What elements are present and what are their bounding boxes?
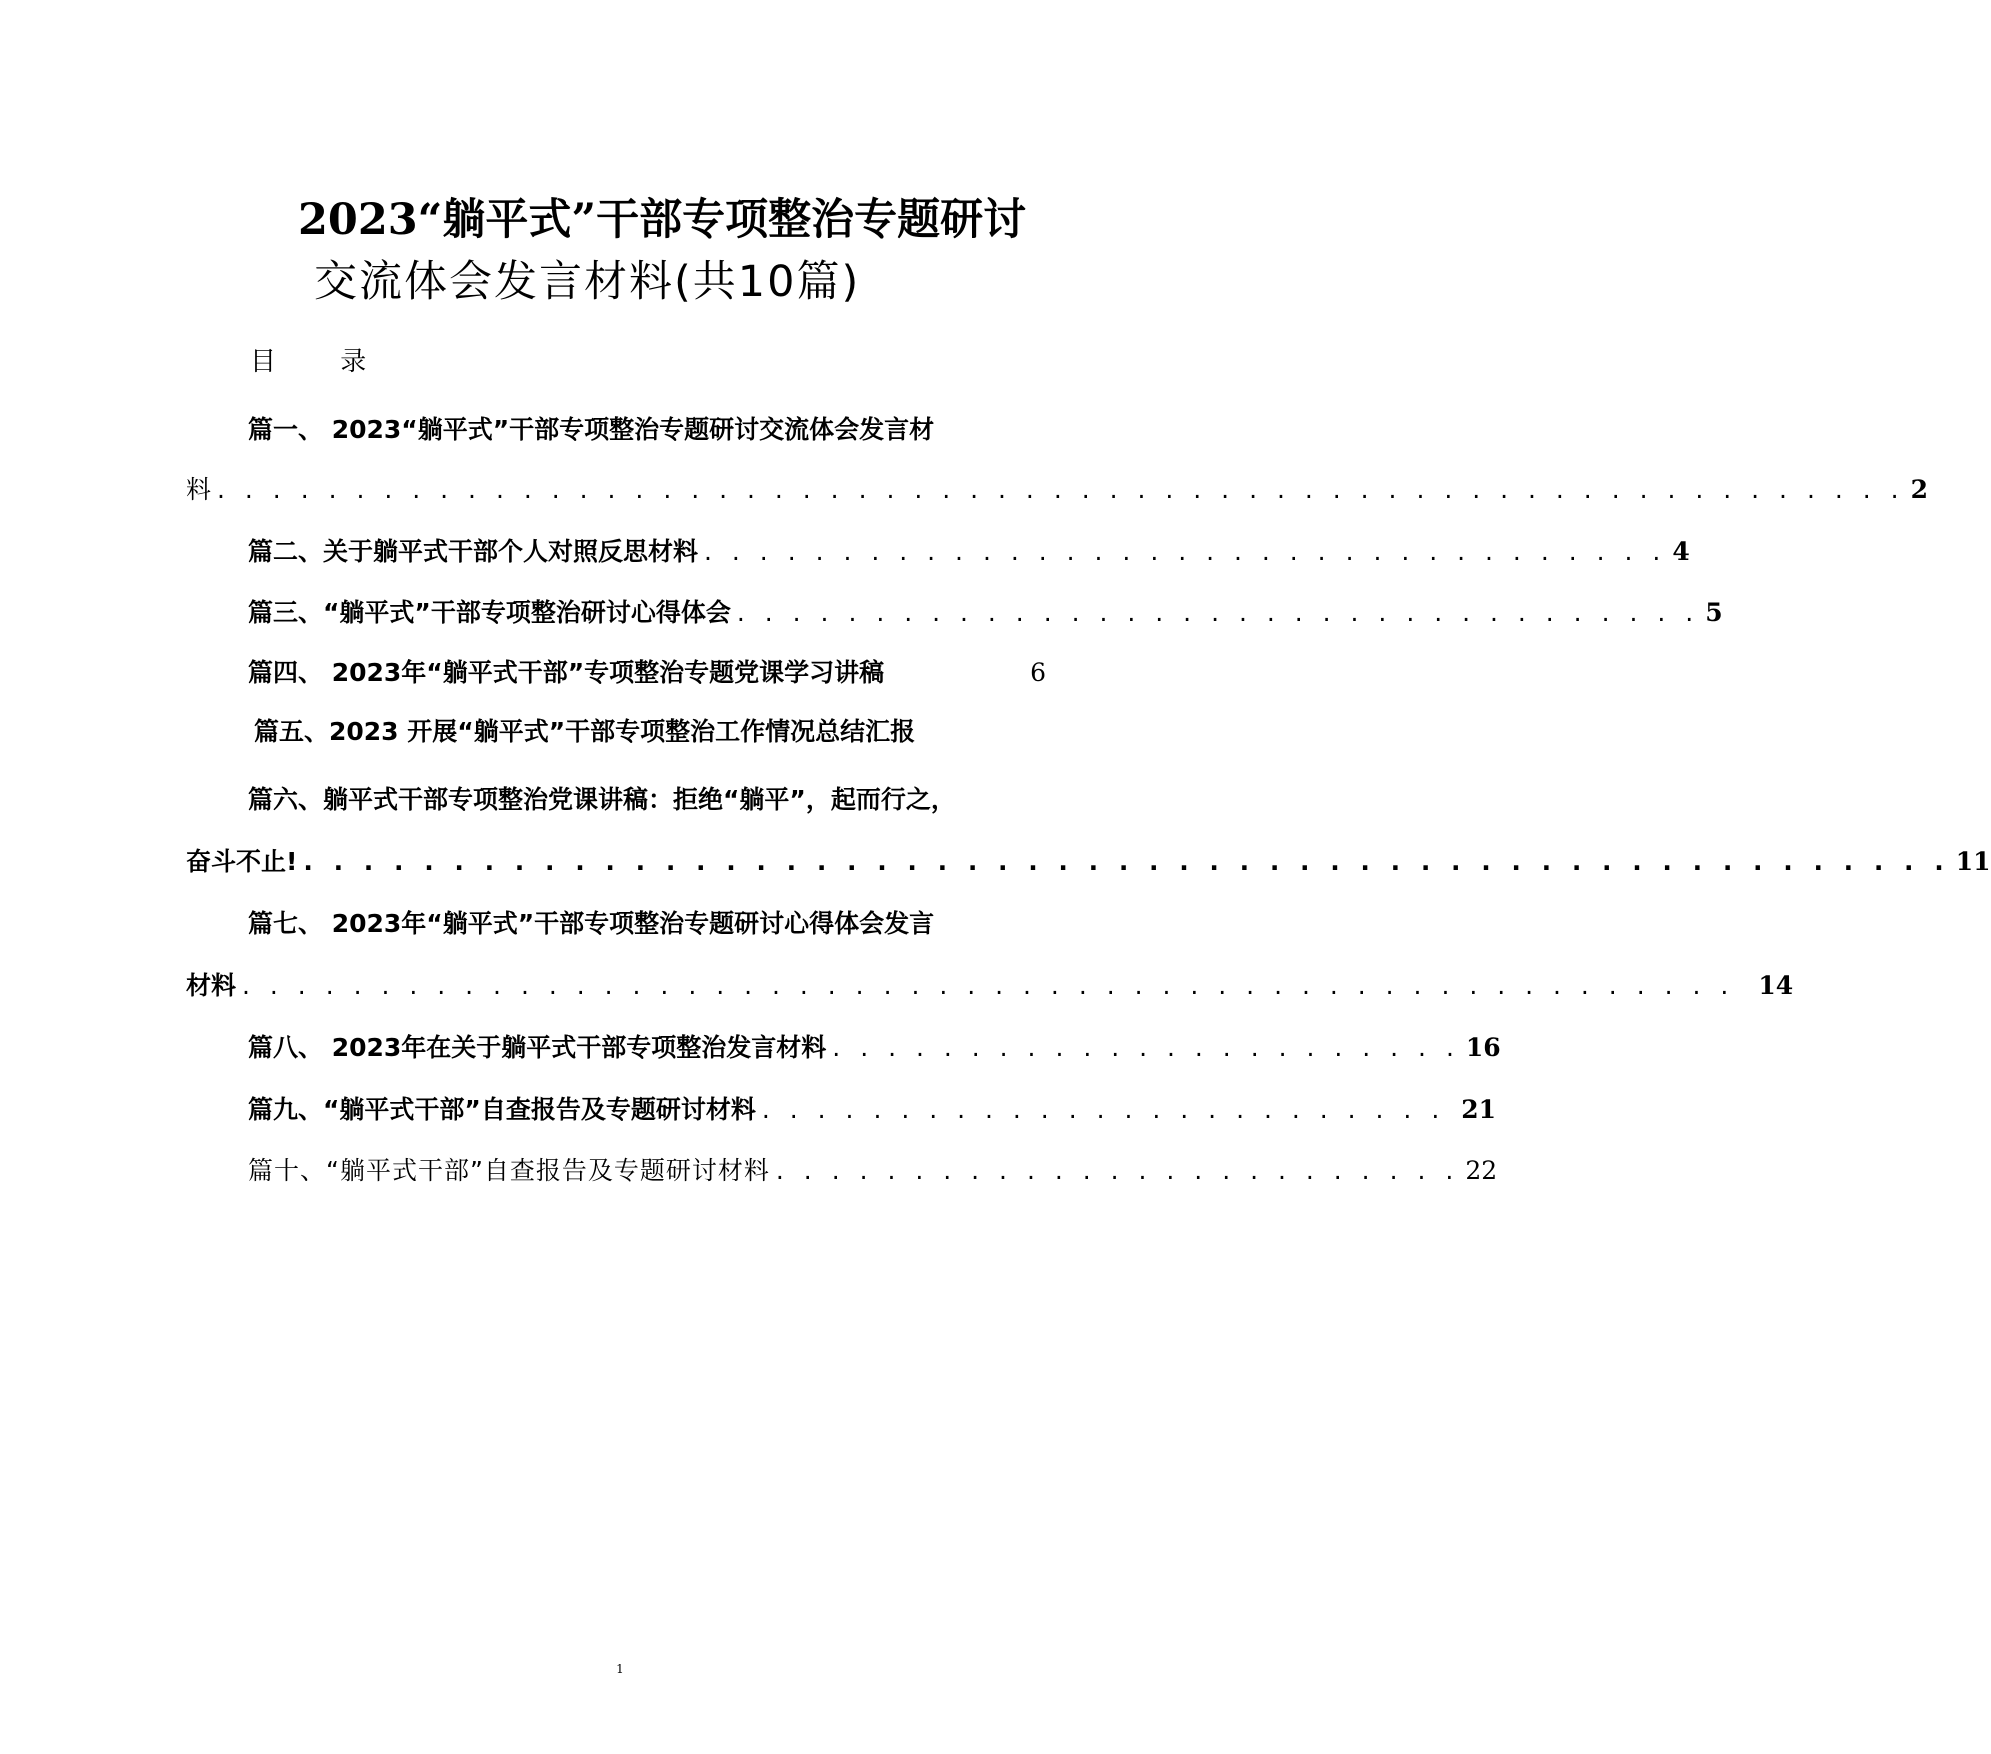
toc-entry-6-line1[interactable]	[186, 780, 1046, 820]
toc-entry-7-line2[interactable]	[186, 966, 1794, 1006]
toc-page-number: 11	[1955, 847, 1991, 876]
toc-entry-label: 篇一、 2023“躺平式”干部专项整治专题研讨交流体会发言材	[248, 415, 935, 444]
toc-entry-6-line2[interactable]	[186, 842, 1991, 882]
toc-entry-label: 篇七、 2023年“躺平式”干部专项整治专题研讨心得体会发言	[248, 909, 935, 938]
toc-leader-dots: . . . . . . . . . . . . . . . . . . . . . . . . .	[761, 1095, 1446, 1124]
toc-page-number: 21	[1461, 1095, 1497, 1124]
toc-entry-label: 篇五、2023 开展“躺平式”干部专项整治工作情况总结汇报	[254, 717, 916, 746]
toc-entry-3[interactable]	[186, 593, 1723, 633]
toc-entry-2[interactable]	[186, 532, 1690, 572]
toc-leader-dots: . . . . . . . . . . . . . . . . . . . . . . . . . . . . . . . . . . . . . . . . . . . . . . . . . . . . . . . . . . . . .	[217, 475, 1905, 504]
page-number: 1	[616, 1662, 624, 1676]
toc-leader-dots: . . . . . . . . . . . . . . . . . . . . . . . . . . . . . . . . . . . . . . . . . . . . . . . . . . . . . . .	[303, 847, 1950, 876]
toc-page-number: 6	[1030, 658, 1046, 687]
toc-entry-label: 篇四、 2023年“躺平式干部”专项整治专题党课学习讲稿	[248, 658, 885, 687]
toc-entry-label: 篇十、“躺平式干部”自查报告及专题研讨材料	[248, 1156, 770, 1185]
toc-entry-7-line1[interactable]	[186, 904, 1046, 944]
toc-entry-label: 篇三、“躺平式”干部专项整治研讨心得体会	[248, 598, 731, 627]
toc-entry-9[interactable]	[186, 1090, 1497, 1130]
toc-entry-label: 篇九、“躺平式干部”自查报告及专题研讨材料	[248, 1095, 756, 1124]
toc-leader-dots: . . . . . . . . . . . . . . . . . . . . . . . . . . . . . . . . . . .	[736, 598, 1700, 627]
toc-entry-5[interactable]	[186, 712, 1052, 752]
toc-entry-label: 材料	[186, 971, 237, 1000]
toc-entry-1-line2[interactable]	[186, 470, 1928, 510]
toc-entry-4[interactable]	[186, 653, 1046, 693]
document-title-line1: 2023“躺平式”干部专项整治专题研讨	[298, 195, 1027, 245]
toc-entry-label: 篇六、躺平式干部专项整治党课讲稿：拒绝“躺平”，起而行之，	[248, 785, 956, 814]
toc-entry-label: 奋斗不止!	[186, 847, 298, 876]
toc-entry-label: 料	[186, 475, 212, 504]
toc-leader-dots: . . . . . . . . . . . . . . . . . . . . . . .	[832, 1033, 1460, 1062]
toc-entry-label: 篇二、关于躺平式干部个人对照反思材料	[248, 537, 699, 566]
toc-leader-dots: . . . . . . . . . . . . . . . . . . . . . . . . .	[775, 1156, 1460, 1185]
toc-entry-8[interactable]	[186, 1028, 1501, 1068]
toc-page-number: 14	[1758, 971, 1794, 1000]
toc-entry-1-line1[interactable]	[186, 410, 1046, 450]
toc-page-number: 22	[1465, 1156, 1498, 1185]
toc-page-number: 4	[1672, 537, 1690, 566]
toc-page-number: 5	[1705, 598, 1723, 627]
toc-leader-dots: . . . . . . . . . . . . . . . . . . . . . . . . . . . . . . . . . . .	[704, 537, 1667, 566]
toc-leader-dots: . . . . . . . . . . . . . . . . . . . . . . . . . . . . . . . . . . . . . . . . . . . . . . . . . . . . . .	[242, 971, 1735, 1000]
toc-page-number: 2	[1910, 475, 1928, 504]
toc-entry-label: 篇八、 2023年在关于躺平式干部专项整治发言材料	[248, 1033, 827, 1062]
toc-page-number: 16	[1465, 1033, 1501, 1062]
document-title-line2: 交流体会发言材料(共10篇)	[314, 257, 861, 307]
toc-heading: 目 录	[250, 347, 395, 377]
toc-entry-10[interactable]	[186, 1151, 1498, 1191]
